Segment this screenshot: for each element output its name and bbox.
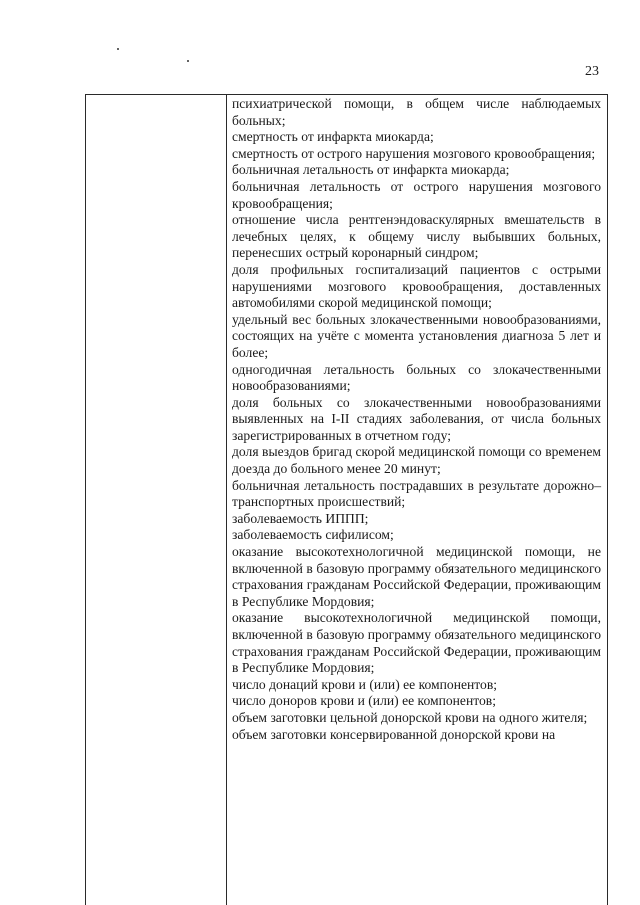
indicator-item: число доноров крови и (или) ее компонентов; [232, 693, 496, 709]
indicator-item: заболеваемость ИППП; [232, 510, 369, 526]
indicator-item: больничная летальность от инфаркта миокарда; [232, 162, 510, 178]
indicator-item: одногодичная летальность больных со злокачественными новообразованиями; [232, 361, 601, 394]
indicator-item: смертность от острого нарушения мозгового кровообращения; [232, 145, 596, 161]
indicator-item: доля профильных госпитализаций пациентов с острыми нарушениями мозгового кровообращения, доставленных автомобилями скорой медицинской помощи; [232, 261, 601, 311]
indicator-item: больничная летальность от острого нарушения мозгового кровообращения; [232, 178, 601, 211]
indicator-item: заболеваемость сифилисом; [232, 527, 394, 543]
column-divider [226, 95, 227, 905]
indicator-item: оказание высокотехнологичной медицинской помощи, не включенной в базовую программу обязательного медицинского страхования гражданам Российской Федерации, проживающим в Республике Мордовия; [232, 544, 601, 609]
indicator-item: психиатрической помощи, в общем числе наблюдаемых больных; [232, 96, 601, 128]
indicator-item: объем заготовки цельной донорской крови на одного жителя; [232, 709, 588, 725]
indicators-table [85, 94, 608, 905]
scan-speck [117, 48, 119, 50]
indicator-item: доля больных со злокачественными новообразованиями выявленных на I-II стадиях заболевания, от числа больных зарегистрированных в отчетном году; [232, 394, 601, 443]
indicators-cell [232, 96, 601, 743]
indicator-item: оказание высокотехнологичной медицинской помощи, включенной в базовую программу обязательного медицинского страхования гражданам Российской Федерации, проживающим в Республике Мордовия; [232, 610, 601, 676]
indicator-item: удельный вес больных злокачественными новообразованиями, состоящих на учёте с момента установления диагноза 5 лет и более; [232, 311, 601, 360]
indicator-item: число донаций крови и (или) ее компонентов; [232, 676, 498, 692]
indicator-item: объем заготовки консервированной донорской крови на [232, 726, 556, 742]
indicator-item: больничная летальность пострадавших в результате дорожно–транспортных происшествий; [232, 477, 601, 510]
indicator-item: доля выездов бригад скорой медицинской помощи со временем доезда до больного менее 20 минут; [232, 444, 601, 477]
indicator-item: смертность от инфаркта миокарда; [232, 129, 434, 145]
scan-speck [187, 60, 189, 62]
page-number: 23 [585, 64, 599, 79]
indicator-item: отношение числа рентгенэндоваскулярных вмешательств в лечебных целях, к общему числу выбывших больных, перенесших острый коронарный синдром; [232, 212, 601, 261]
